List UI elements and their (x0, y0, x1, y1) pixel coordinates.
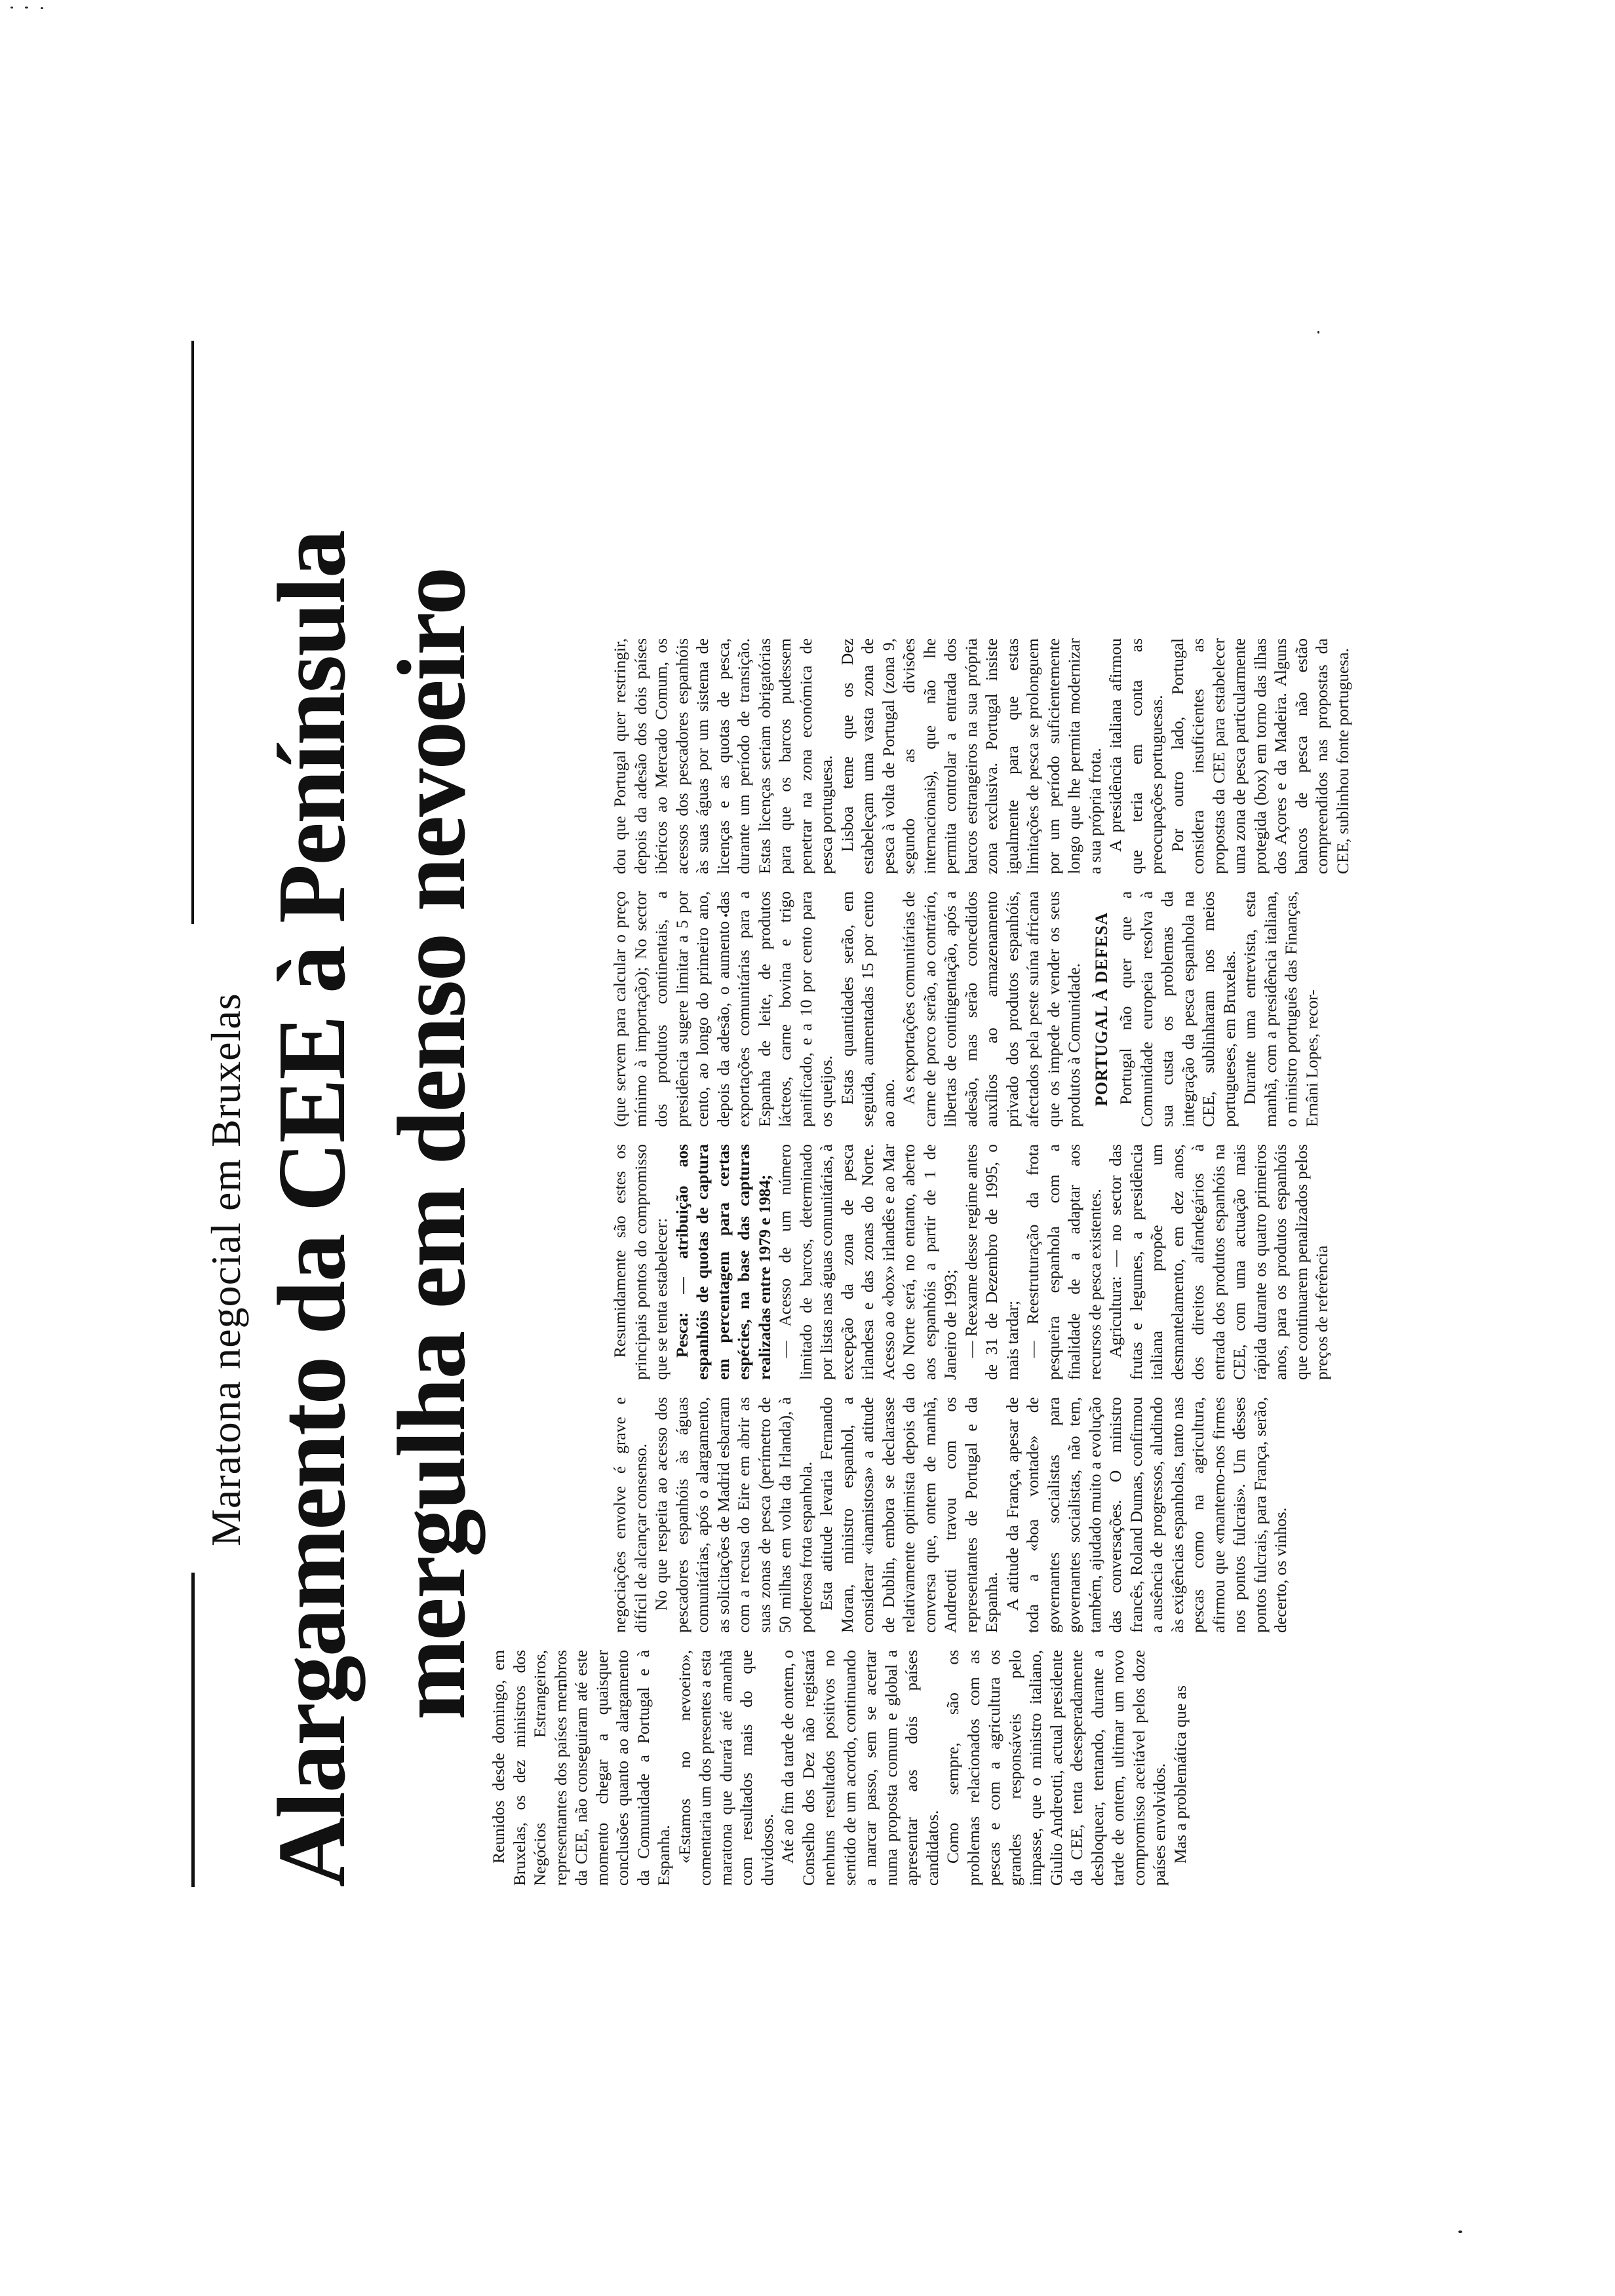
paragraph: Mas a problemática que as (1170, 1685, 1190, 1864)
paragraph: — Reestruturação da frota pesqueira espanhola com a finalidade de a adaptar aos recursos de pesca existentes. (1023, 1144, 1104, 1380)
paragraph: «Estamos no nevoeiro», comentaria um dos presentes a esta maratona que durará até amanhã com resultados mais do que duvidosos. (674, 1650, 777, 1886)
paragraph: Lisboa teme que os Dez estabeleçam uma vasta zona de pesca à volta de Portugal (zona 9, segundo as divisões internacionais), que não lhe permita controlar a entrada dos barcos estrangeiros na sua própria zona exclusiva. Portugal insiste igualmente para que estas limitações de pesca se prolonguem por um período suficientemente longo que lhe permita modernizar a sua própria frota. (837, 638, 1104, 874)
top-right-rule (191, 341, 194, 924)
paragraph: Até ao fim da tarde de ontem, o Conselho dos Dez não registará nenhuns resultados positivos no sentido de um acordo, continuando a marcar passo, sem se acertar numa proposta comum e global a apresentar aos dois países candidatos. (778, 1650, 942, 1886)
text-column-3 (610, 1144, 1333, 1380)
paragraph: Pesca: — atribuição aos espanhóis de quotas de captura em percentagem para certas espécies, na base das capturas realizadas entre 1979 e 1984; (672, 1144, 774, 1380)
paragraph: — Reexame desse regime antes de 31 de Dezembro de 1995, o mais tardar; (961, 1144, 1022, 1380)
text-column-2 (610, 1397, 1291, 1633)
paragraph: negociações envolve é grave e difícil de alcançar consenso. (610, 1397, 650, 1633)
scan-speck (41, 7, 43, 9)
top-left-rule (191, 1573, 195, 1887)
newspaper-article (190, 308, 1462, 1887)
paragraph: dou que Portugal quer restringir, depois da adesão dos dois países ibéricos ao Mercado Comum, os acessos dos pescadores espanhóis às suas águas por um sistema de licenças e as quotas de pesca, durante um período de transição. Estas licenças seriam obrigatórias para que os barcos pudessem penetrar na zona económica de pesca portuguesa. (610, 638, 836, 874)
subheading: PORTUGAL À DEFESA (1091, 911, 1111, 1107)
text-column-4 (610, 891, 1322, 1127)
scan-speck (1458, 2230, 1462, 2233)
paragraph: A atitude da França, apesar de toda a «boa vontade» de governantes socialistas para governantes socialistas, não tem, também, ajudado muito a evolução das conversações. O ministro francês, Roland Dumas, confirmou a ausência de progressos, aludindo às exigências espanholas, tanto nas pescas como na agricultura, afirmou que «mantemo-nos firmes nos pontos fulcrais». Um desses pontos fulcrais, para França, serão, decerto, os vinhos. (1002, 1397, 1290, 1633)
paragraph: Estas quantidades serão, em seguida, aumentadas 15 por cento ao ano. (837, 891, 898, 1127)
paragraph: No que respeita ao acesso dos pescadores espanhóis às águas comunitárias, após o alargamento, as solicitações de Madrid esbarram com a recusa do Eire em abrir as suas zonas de pesca (perímetro de 50 milhas em volta da Irlanda), à poderosa frota espanhola. (652, 1397, 815, 1633)
paragraph: As exportações comunitárias de carne de porco serão, ao contrário, libertas de contingentação, após a adesão, mas serão concedidos auxílios ao armazenamento privado dos produtos espanhóis, afectados pela peste suína africana que os impede de vender os seus produtos à Comunidade. (899, 891, 1083, 1127)
scan-speck (10, 7, 13, 9)
text-column-5 (610, 638, 1353, 874)
paragraph: — Acesso de um número limitado de barcos, determinado por listas nas águas comunitárias, à excepção da zona de pesca irlandesa e das zonas do Norte. Acesso ao «box» irlandês e ao Mar do Norte será, no entanto, aberto aos espanhóis a partir de 1 de Janeiro de 1993; (775, 1144, 960, 1380)
paragraph: Por outro lado, Portugal considera insuficientes as propostas da CEE para estabelecer uma zona de pesca particularmente protegida (box) em torno das ilhas dos Açores e da Madeira. Alguns bancos de pesca não estão compreendidos nas propostas da CEE, sublinhou fonte portuguesa. (1167, 638, 1352, 874)
paragraph: Reunidos desde domingo, em Bruxelas, os dez ministros dos Negócios Estrangeiros, representantes dos países membros da CEE, não conseguiram até este momento chegar a quaisquer conclusões quanto ao alargamento da Comunidade a Portugal e à Espanha. (489, 1650, 673, 1886)
scan-speck (25, 7, 28, 9)
paragraph: Esta atitude levaria Fernando Moran, ministro espanhol, a considerar «inamistosa» a atitude de Dublin, embora se declarasse relativamente optimista depois da conversa que, ontem de manhã, Andreotti travou com os representantes de Portugal e da Espanha. (817, 1397, 1001, 1633)
paragraph: (que servem para calcular o preço mínimo à importação); No sector dos produtos continentais, a presidência sugere limitar a 5 por cento, ao longo do primeiro ano, depois da adesão, o aumento das exportações comunitárias para a Espanha de leite, de produtos lácteos, carne bovina e trigo panificado, e a 10 por cento para os queijos. (610, 891, 836, 1127)
headline-line-1: Alargamento da CEE à Península (258, 531, 366, 1887)
paragraph: Agricultura: — no sector das frutas e legumes, a presidência italiana propõe um desmantelamento, em dez anos, dos direitos alfandegários à entrada dos produtos espanhóis na CEE, com uma actuação mais rápida durante os quatro primeiros anos, para os produtos espanhóis que continuarem penalizados pelos preços de referência (1106, 1144, 1331, 1380)
paragraph: Resumidamente são estes os principais pontos do compromisso que se tenta estabelecer: (610, 1144, 671, 1380)
paragraph: Durante uma entrevista, esta manhã, com a presidência italiana, o ministro português das Finanças, Ernâni Lopes, recor- (1240, 891, 1321, 1127)
paragraph: Portugal não quer que a Comunidade europeia resolva à sua custa os problemas da integração da pesca espanhola na CEE, sublinharam nos meios portugueses, em Bruxelas. (1116, 891, 1239, 1127)
paragraph: Como sempre, são os problemas relacionados com as pescas e com a agricultura os grandes responsáveis pelo impasse, que o ministro italiano, Giulio Andreotti, actual presidente da CEE, tenta desesperadamente desbloquear, tentando, durante a tarde de ontem, ultimar um novo compromisso aceitável pelos doze países envolvidos. (943, 1650, 1169, 1886)
text-column-1 (488, 1650, 1190, 1886)
headline-line-2: mergulha em denso nevoeiro (378, 567, 486, 1720)
paragraph: A presidência italiana afirmou que teria em conta as preocupações portuguesas. (1106, 638, 1166, 874)
article-kicker: Maratona negocial em Bruxelas (203, 993, 249, 1546)
